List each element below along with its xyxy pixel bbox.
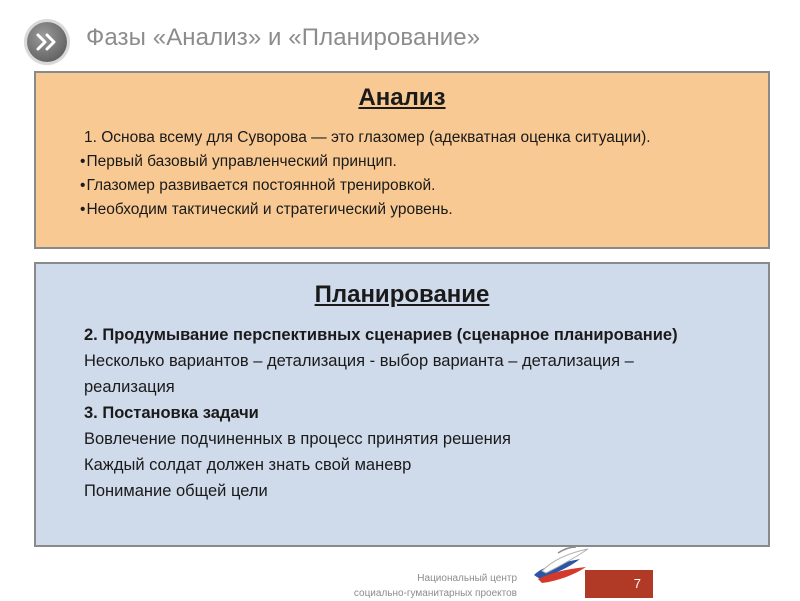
footer-organization	[354, 571, 517, 601]
planning-content	[84, 322, 754, 504]
analysis-content	[80, 126, 651, 222]
analysis-heading: Анализ	[358, 84, 446, 111]
planning-item-heading: 2. Продумывание перспективных сценариев (сценарное планирование)	[84, 326, 678, 344]
planning-line: Несколько вариантов – детализация - выбор варианта – детализация –	[84, 352, 634, 370]
analysis-lead: 1. Основа всему для Суворова — это глазомер (адекватная оценка ситуации).	[84, 129, 651, 146]
planning-line: Понимание общей цели	[84, 482, 268, 500]
footer-org-line: Национальный центр	[417, 573, 517, 584]
planning-line: Вовлечение подчиненных в процесс принятия решения	[84, 430, 511, 448]
page-number-bar	[585, 570, 653, 598]
planning-item-heading: 3. Постановка задачи	[84, 404, 259, 422]
next-slide-button[interactable]	[27, 22, 67, 62]
planning-box	[34, 262, 770, 547]
page-title: Фазы «Анализ» и «Планирование»	[86, 24, 481, 51]
double-chevron-right-icon	[35, 32, 59, 52]
planning-line: реализация	[84, 378, 175, 396]
planning-heading: Планирование	[314, 281, 490, 308]
analysis-bullet: • Глазомер развивается постоянной тренировкой.	[80, 174, 651, 198]
footer-org-line: социально-гуманитарных проектов	[353, 588, 517, 599]
page-number: 7	[633, 576, 641, 591]
analysis-bullet: • Необходим тактический и стратегический уровень.	[80, 198, 651, 222]
analysis-bullet: • Первый базовый управленческий принцип.	[80, 150, 651, 174]
bird-logo-icon	[528, 545, 592, 589]
planning-line: Каждый солдат должен знать свой маневр	[84, 456, 412, 474]
analysis-box	[34, 71, 770, 249]
